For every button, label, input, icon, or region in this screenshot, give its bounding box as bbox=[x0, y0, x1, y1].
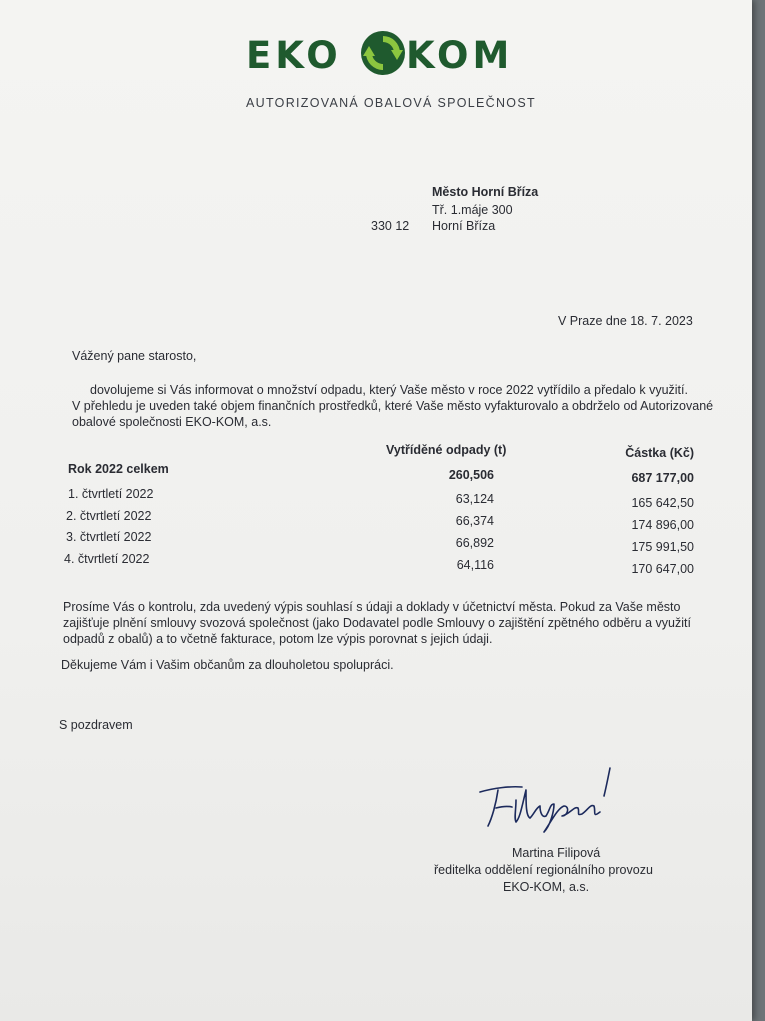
ekokom-logo bbox=[246, 30, 536, 120]
signatory-company: EKO-KOM, a.s. bbox=[503, 880, 590, 894]
check-line-1: Prosíme Vás o kontrolu, zda uvedený výpis souhlasí s údaji a doklady v účetnictví města. Pokud za Vaše město bbox=[63, 600, 681, 614]
date-line: V Praze dne 18. 7. 2023 bbox=[558, 314, 693, 328]
intro-line-2: V přehledu je uveden také objem finančních prostředků, které Vaše město vyfakturovalo a obdrželo od Autorizované bbox=[72, 399, 714, 413]
table-row-waste: 64,116 bbox=[456, 558, 494, 572]
col-header-waste: Vytříděné odpady (t) bbox=[386, 443, 507, 457]
logo-tagline: AUTORIZOVANÁ OBALOVÁ SPOLEČNOST bbox=[246, 96, 536, 110]
check-line-3: odpadů z obalů) a to včetně fakturace, potom lze výpis porovnat s jejich údaji. bbox=[63, 632, 493, 646]
recycle-arrows-icon bbox=[360, 30, 406, 76]
table-row-label: 1. čtvrtletí 2022 bbox=[68, 487, 154, 501]
col-header-amount: Částka (Kč) bbox=[625, 446, 694, 460]
closing-line: S pozdravem bbox=[59, 718, 133, 732]
table-row-label: 3. čtvrtletí 2022 bbox=[66, 530, 152, 544]
check-line-2: zajišťuje plnění smlouvy svozová společnost (jako Dodavatel podle Smlouvy o zajištění zpětného odběru a využití bbox=[63, 616, 691, 630]
table-row-amount: 174 896,00 bbox=[631, 518, 694, 532]
handwritten-signature bbox=[470, 760, 630, 840]
intro-paragraph bbox=[72, 382, 713, 430]
logo-word-kom: KOM bbox=[406, 34, 514, 77]
thanks-line: Děkujeme Vám i Vašim občanům za dlouholetou spolupráci. bbox=[61, 658, 394, 672]
table-row-amount: 170 647,00 bbox=[631, 562, 694, 576]
recipient-name: Město Horní Bříza bbox=[432, 185, 539, 199]
signatory-title: ředitelka oddělení regionálního provozu bbox=[434, 863, 653, 877]
salutation: Vážený pane starosto, bbox=[72, 349, 197, 363]
table-row-amount: 165 642,50 bbox=[631, 496, 694, 510]
recipient-street: Tř. 1.máje 300 bbox=[432, 203, 513, 217]
total-row-label: Rok 2022 celkem bbox=[68, 462, 169, 476]
total-row-amount: 687 177,00 bbox=[631, 471, 694, 485]
recipient-city: Horní Bříza bbox=[432, 219, 496, 233]
table-row-label: 2. čtvrtletí 2022 bbox=[66, 509, 152, 523]
intro-line-1: dovolujeme si Vás informovat o množství odpadu, který Vaše město v roce 2022 vytřídilo a předalo k využití. bbox=[90, 383, 688, 397]
total-row-waste: 260,506 bbox=[448, 468, 494, 482]
table-row-waste: 63,124 bbox=[455, 492, 494, 506]
recipient-postal-code: 330 12 bbox=[371, 219, 410, 233]
signatory-name: Martina Filipová bbox=[512, 846, 601, 860]
intro-line-3: obalové společnosti EKO-KOM, a.s. bbox=[72, 415, 272, 429]
logo-word-eko: EKO bbox=[246, 34, 342, 77]
check-paragraph bbox=[63, 599, 691, 647]
table-row-waste: 66,892 bbox=[455, 536, 494, 550]
table-row-label: 4. čtvrtletí 2022 bbox=[64, 552, 150, 566]
table-row-amount: 175 991,50 bbox=[631, 540, 694, 554]
table-row-waste: 66,374 bbox=[455, 514, 494, 528]
